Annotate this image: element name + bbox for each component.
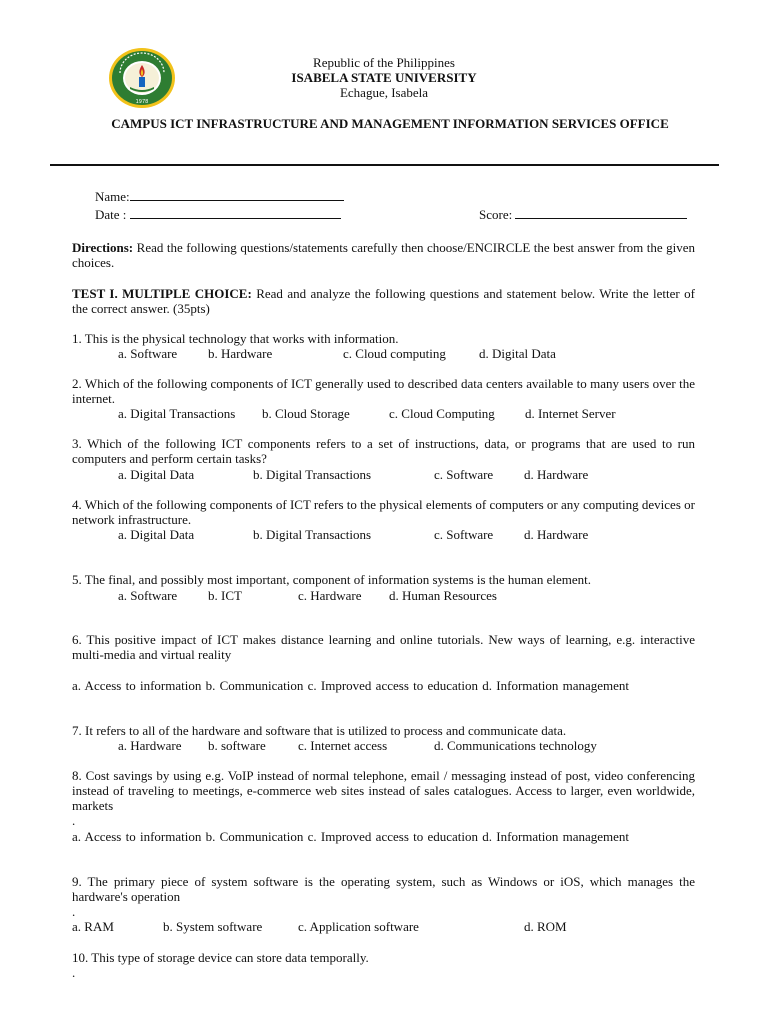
q4-choice-d[interactable]: d. Hardware	[524, 527, 589, 542]
score-label: Score:	[479, 207, 513, 222]
question-7: 7. It refers to all of the hardware and software that is utilized to process and communicate data.	[72, 723, 567, 738]
q6-choices[interactable]: a. Access to information b. Communication c. Improved access to education d. Information management	[72, 678, 630, 693]
name-label: Name:	[95, 189, 130, 204]
question-2: 2. Which of the following components of ICT generally used to described data centers available to many users over the internet.	[72, 376, 695, 406]
header-divider	[50, 164, 719, 166]
directions-text: Read the following questions/statements carefully then choose/ENCIRCLE the best answer from the given choices.	[72, 240, 695, 270]
test-text: Read and analyze the following questions and statement below. Write the letter of the correct answer. (35pts)	[72, 286, 696, 316]
date-blank[interactable]	[130, 207, 341, 219]
q1-choice-a[interactable]: a. Software	[118, 346, 178, 361]
question-6: 6. This positive impact of ICT makes distance learning and online tutorials. New ways of learning, e.g. interactive multi-media and virtual reality	[72, 632, 695, 662]
q1-choice-b[interactable]: b. Hardware	[208, 346, 273, 361]
score-field[interactable]	[479, 207, 687, 222]
name-blank[interactable]	[130, 189, 344, 201]
date-field[interactable]	[95, 207, 341, 222]
header-university: ISABELA STATE UNIVERSITY	[291, 70, 477, 85]
q9-choice-a[interactable]: a. RAM	[72, 919, 114, 934]
directions	[72, 240, 695, 270]
q9-choice-b[interactable]: b. System software	[163, 919, 263, 934]
question-5: 5. The final, and possibly most important, component of information systems is the human element.	[72, 572, 591, 587]
q2-choice-c[interactable]: c. Cloud Computing	[389, 406, 495, 421]
date-label: Date :	[95, 207, 127, 222]
q7-choice-b[interactable]: b. software	[208, 738, 266, 753]
header-republic: Republic of the Philippines	[313, 55, 455, 70]
test-heading	[72, 286, 695, 316]
q9-choice-d[interactable]: d. ROM	[524, 919, 567, 934]
q1-choice-c[interactable]: c. Cloud computing	[343, 346, 446, 361]
question-9: 9. The primary piece of system software is the operating system, such as Windows or iOS, which manages the hardware's operation	[72, 874, 695, 904]
q10-dot: .	[72, 965, 76, 980]
q4-choice-b[interactable]: b. Digital Transactions	[253, 527, 372, 542]
q5-choice-a[interactable]: a. Software	[118, 588, 178, 603]
q5-choice-c[interactable]: c. Hardware	[298, 588, 362, 603]
q3-choice-a[interactable]: a. Digital Data	[118, 467, 195, 482]
q3-choice-b[interactable]: b. Digital Transactions	[253, 467, 372, 482]
q7-choice-d[interactable]: d. Communications technology	[434, 738, 597, 753]
q2-choice-b[interactable]: b. Cloud Storage	[262, 406, 350, 421]
test-label: TEST I. MULTIPLE CHOICE:	[72, 286, 252, 301]
q9-dot: .	[72, 904, 76, 919]
q7-choice-c[interactable]: c. Internet access	[298, 738, 388, 753]
question-1: 1. This is the physical technology that works with information.	[72, 331, 399, 346]
name-field[interactable]	[95, 189, 344, 204]
q3-choice-c[interactable]: c. Software	[434, 467, 494, 482]
q8-dot: .	[72, 813, 76, 828]
seal-year: 1978	[135, 99, 149, 105]
question-10: 10. This type of storage device can store data temporally.	[72, 950, 369, 965]
office-title: CAMPUS ICT INFRASTRUCTURE AND MANAGEMENT INFORMATION SERVICES OFFICE	[111, 116, 669, 131]
q3-choice-d[interactable]: d. Hardware	[524, 467, 589, 482]
q2-choice-d[interactable]: d. Internet Server	[525, 406, 616, 421]
q4-choice-a[interactable]: a. Digital Data	[118, 527, 195, 542]
q1-choice-d[interactable]: d. Digital Data	[479, 346, 556, 361]
q7-choice-a[interactable]: a. Hardware	[118, 738, 182, 753]
q9-choice-c[interactable]: c. Application software	[298, 919, 419, 934]
q8-choices[interactable]: a. Access to information b. Communication c. Improved access to education d. Information management	[72, 829, 630, 844]
score-blank[interactable]	[515, 207, 687, 219]
question-4: 4. Which of the following components of ICT refers to the physical elements of computers or any computing devices or network infrastructure.	[72, 497, 695, 527]
question-3: 3. Which of the following ICT components refers to a set of instructions, data, or programs that are used to run computers and perform certain tasks?	[72, 436, 695, 466]
q4-choice-c[interactable]: c. Software	[434, 527, 494, 542]
question-8: 8. Cost savings by using e.g. VoIP instead of normal telephone, email / messaging instead of post, video conferencing instead of traveling to meetings, e-commerce web sites instead of sales catalogues. Access to larger, even worldwide, markets	[72, 768, 695, 813]
header-location: Echague, Isabela	[339, 85, 429, 100]
q5-choice-d[interactable]: d. Human Resources	[389, 588, 497, 603]
q2-choice-a[interactable]: a. Digital Transactions	[118, 406, 236, 421]
q5-choice-b[interactable]: b. ICT	[208, 588, 242, 603]
directions-label: Directions:	[72, 240, 134, 255]
